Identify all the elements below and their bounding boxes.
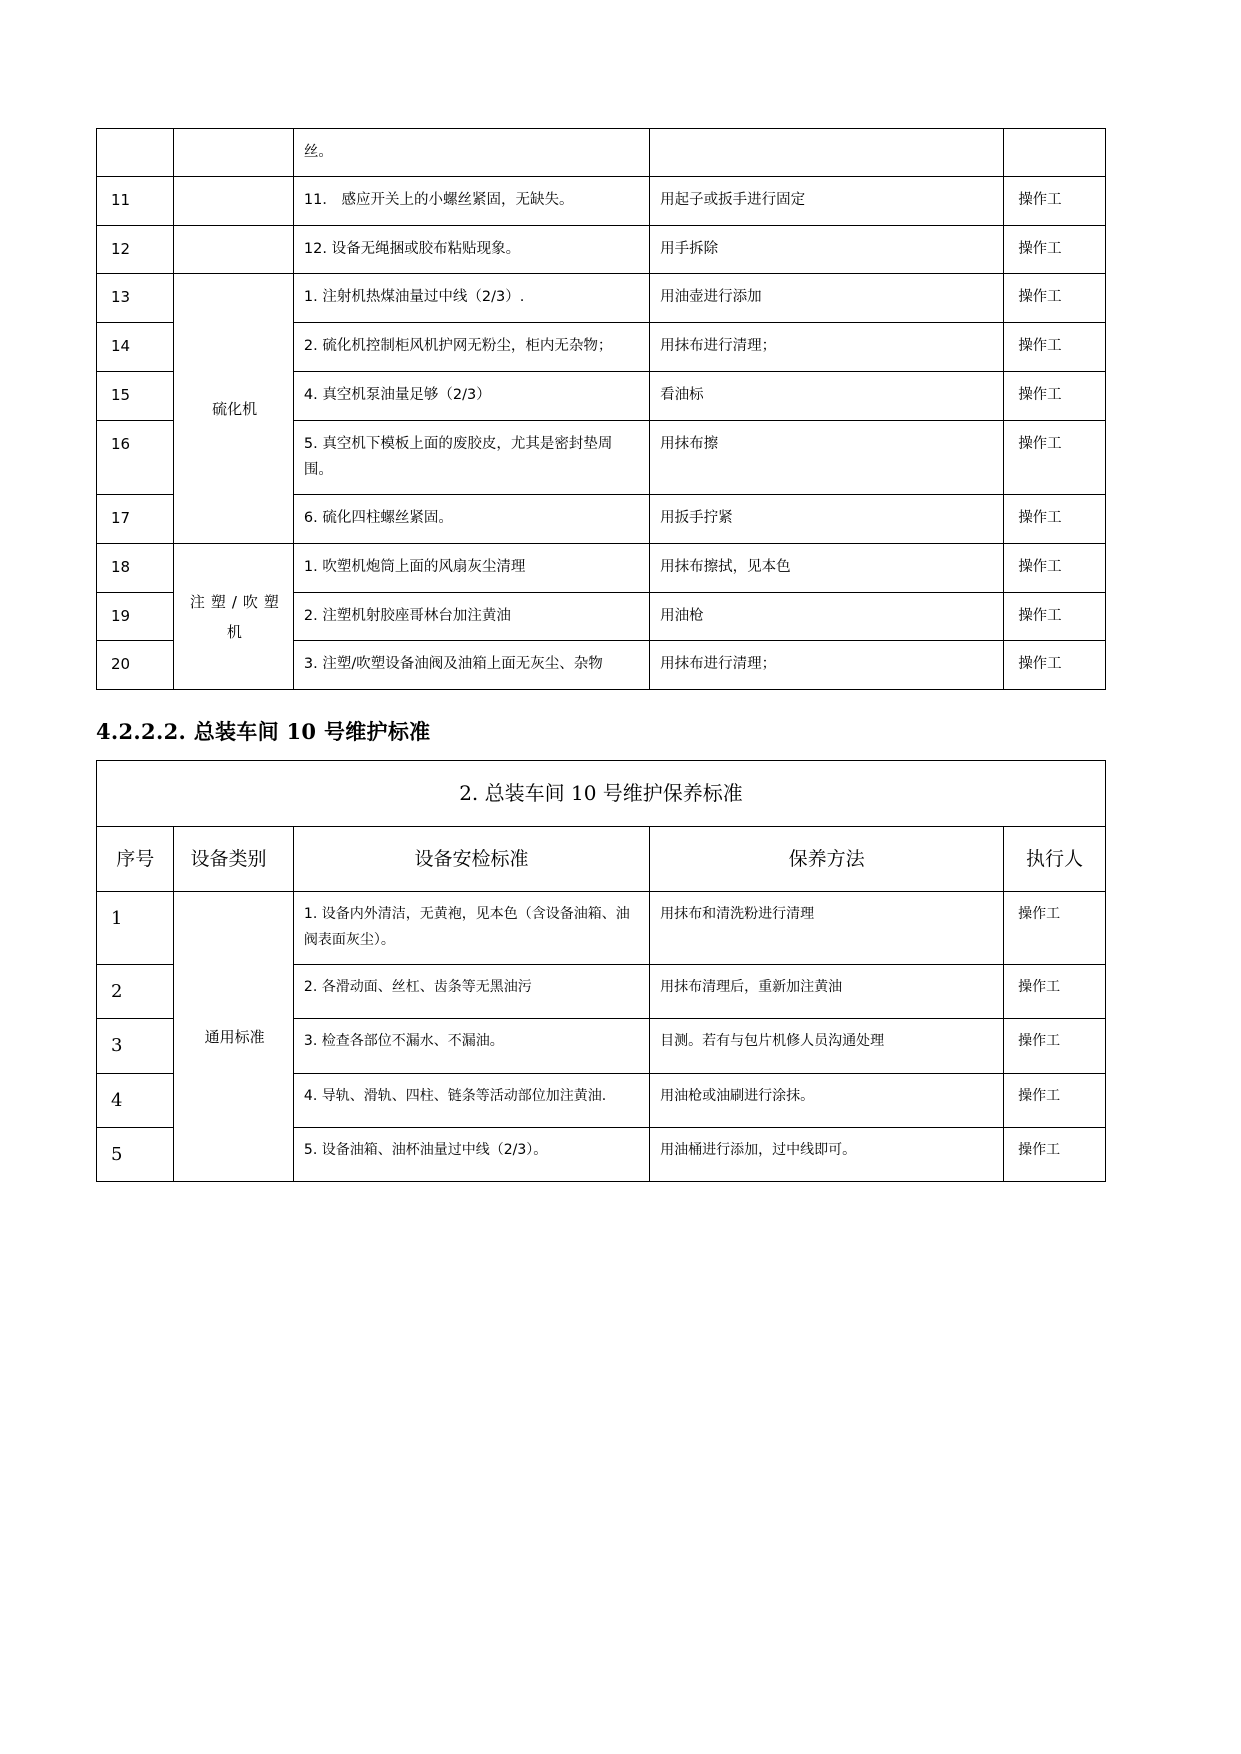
table-row [97, 225, 1106, 274]
cell-method: 看油标 [650, 371, 1004, 420]
cell-category [174, 225, 293, 274]
cell-executor: 操作工 [1004, 495, 1106, 544]
cell-executor: 操作工 [1004, 965, 1106, 1019]
cell-no: 20 [97, 641, 174, 690]
cell-category: 注 塑 / 吹 塑机 [174, 543, 293, 689]
cell-no: 1 [97, 892, 174, 965]
cell-executor: 操作工 [1004, 371, 1106, 420]
table-row [97, 274, 1106, 323]
table-row [97, 543, 1106, 592]
cell-standard: 1. 吹塑机炮筒上面的风扇灰尘清理 [293, 543, 649, 592]
cell-method: 用抹布擦 [650, 420, 1004, 495]
cell-method: 目测。若有与包片机修人员沟通处理 [650, 1019, 1004, 1073]
table-row [97, 129, 1106, 177]
cell-standard: 4. 导轨、滑轨、四柱、链条等活动部位加注黄油. [293, 1073, 649, 1127]
cell-method: 用起子或扳手进行固定 [650, 176, 1004, 225]
table-title-row [97, 761, 1106, 827]
cell-executor: 操作工 [1004, 420, 1106, 495]
cell-executor: 操作工 [1004, 641, 1106, 690]
cell-executor: 操作工 [1004, 176, 1106, 225]
cell-no: 16 [97, 420, 174, 495]
header-method: 保养方法 [650, 827, 1004, 892]
cell-method: 用油桶进行添加，过中线即可。 [650, 1127, 1004, 1181]
cell-standard: 3. 检查各部位不漏水、不漏油。 [293, 1019, 649, 1073]
cell-category [174, 176, 293, 225]
cell-standard: 11． 感应开关上的小螺丝紧固，无缺失。 [293, 176, 649, 225]
header-standard: 设备安检标准 [293, 827, 649, 892]
cell-executor: 操作工 [1004, 225, 1106, 274]
header-no: 序号 [97, 827, 174, 892]
cell-executor [1004, 129, 1106, 177]
cell-executor: 操作工 [1004, 1019, 1106, 1073]
cell-category: 通用标准 [174, 892, 293, 1182]
cell-standard: 4. 真空机泵油量足够（2/3） [293, 371, 649, 420]
cell-standard: 2. 硫化机控制柜风机护网无粉尘，柜内无杂物； [293, 323, 649, 372]
cell-method: 用抹布和清洗粉进行清理 [650, 892, 1004, 965]
cell-standard: 3. 注塑/吹塑设备油阀及油箱上面无灰尘、杂物 [293, 641, 649, 690]
table-title: 2. 总装车间 10 号维护保养标准 [97, 761, 1106, 827]
section-heading: 4.2.2.2. 总装车间 10 号维护标准 [96, 719, 431, 745]
cell-no: 17 [97, 495, 174, 544]
table-row [97, 892, 1106, 965]
table-row [97, 176, 1106, 225]
cell-no: 4 [97, 1073, 174, 1127]
maintenance-table-bottom [96, 760, 1106, 1182]
cell-no: 11 [97, 176, 174, 225]
cell-no: 5 [97, 1127, 174, 1181]
cell-no: 14 [97, 323, 174, 372]
cell-no: 15 [97, 371, 174, 420]
cell-method: 用扳手拧紧 [650, 495, 1004, 544]
cell-method: 用油壶进行添加 [650, 274, 1004, 323]
cell-executor: 操作工 [1004, 592, 1106, 641]
cell-method: 用抹布进行清理； [650, 641, 1004, 690]
cell-category: 硫化机 [174, 274, 293, 544]
cell-executor: 操作工 [1004, 892, 1106, 965]
cell-method: 用抹布进行清理； [650, 323, 1004, 372]
cell-standard: 1. 注射机热煤油量过中线（2/3）. [293, 274, 649, 323]
cell-executor: 操作工 [1004, 543, 1106, 592]
table-header-row [97, 827, 1106, 892]
cell-no: 2 [97, 965, 174, 1019]
cell-method: 用油枪或油刷进行涂抹。 [650, 1073, 1004, 1127]
cell-executor: 操作工 [1004, 323, 1106, 372]
cell-standard: 12. 设备无绳捆或胶布粘贴现象。 [293, 225, 649, 274]
cell-executor: 操作工 [1004, 1073, 1106, 1127]
cell-no [97, 129, 174, 177]
cell-method: 用抹布清理后，重新加注黄油 [650, 965, 1004, 1019]
cell-standard: 2. 注塑机射胶座哥林台加注黄油 [293, 592, 649, 641]
cell-standard: 5. 设备油箱、油杯油量过中线（2/3）。 [293, 1127, 649, 1181]
cell-executor: 操作工 [1004, 274, 1106, 323]
cell-no: 3 [97, 1019, 174, 1073]
cell-no: 19 [97, 592, 174, 641]
header-executor: 执行人 [1004, 827, 1106, 892]
cell-no: 13 [97, 274, 174, 323]
cell-category [174, 129, 293, 177]
cell-standard: 1. 设备内外清洁，无黄袍，见本色（含设备油箱、油阀表面灰尘）。 [293, 892, 649, 965]
cell-no: 18 [97, 543, 174, 592]
cell-no: 12 [97, 225, 174, 274]
cell-method [650, 129, 1004, 177]
cell-method: 用手拆除 [650, 225, 1004, 274]
maintenance-table-top [96, 128, 1106, 690]
header-category: 设备类别 [174, 827, 293, 892]
cell-standard: 6. 硫化四柱螺丝紧固。 [293, 495, 649, 544]
cell-method: 用油枪 [650, 592, 1004, 641]
cell-method: 用抹布擦拭，见本色 [650, 543, 1004, 592]
cell-standard: 5. 真空机下模板上面的废胶皮，尤其是密封垫周围。 [293, 420, 649, 495]
cell-standard: 丝。 [293, 129, 649, 177]
cell-executor: 操作工 [1004, 1127, 1106, 1181]
cell-standard: 2. 各滑动面、丝杠、齿条等无黑油污 [293, 965, 649, 1019]
